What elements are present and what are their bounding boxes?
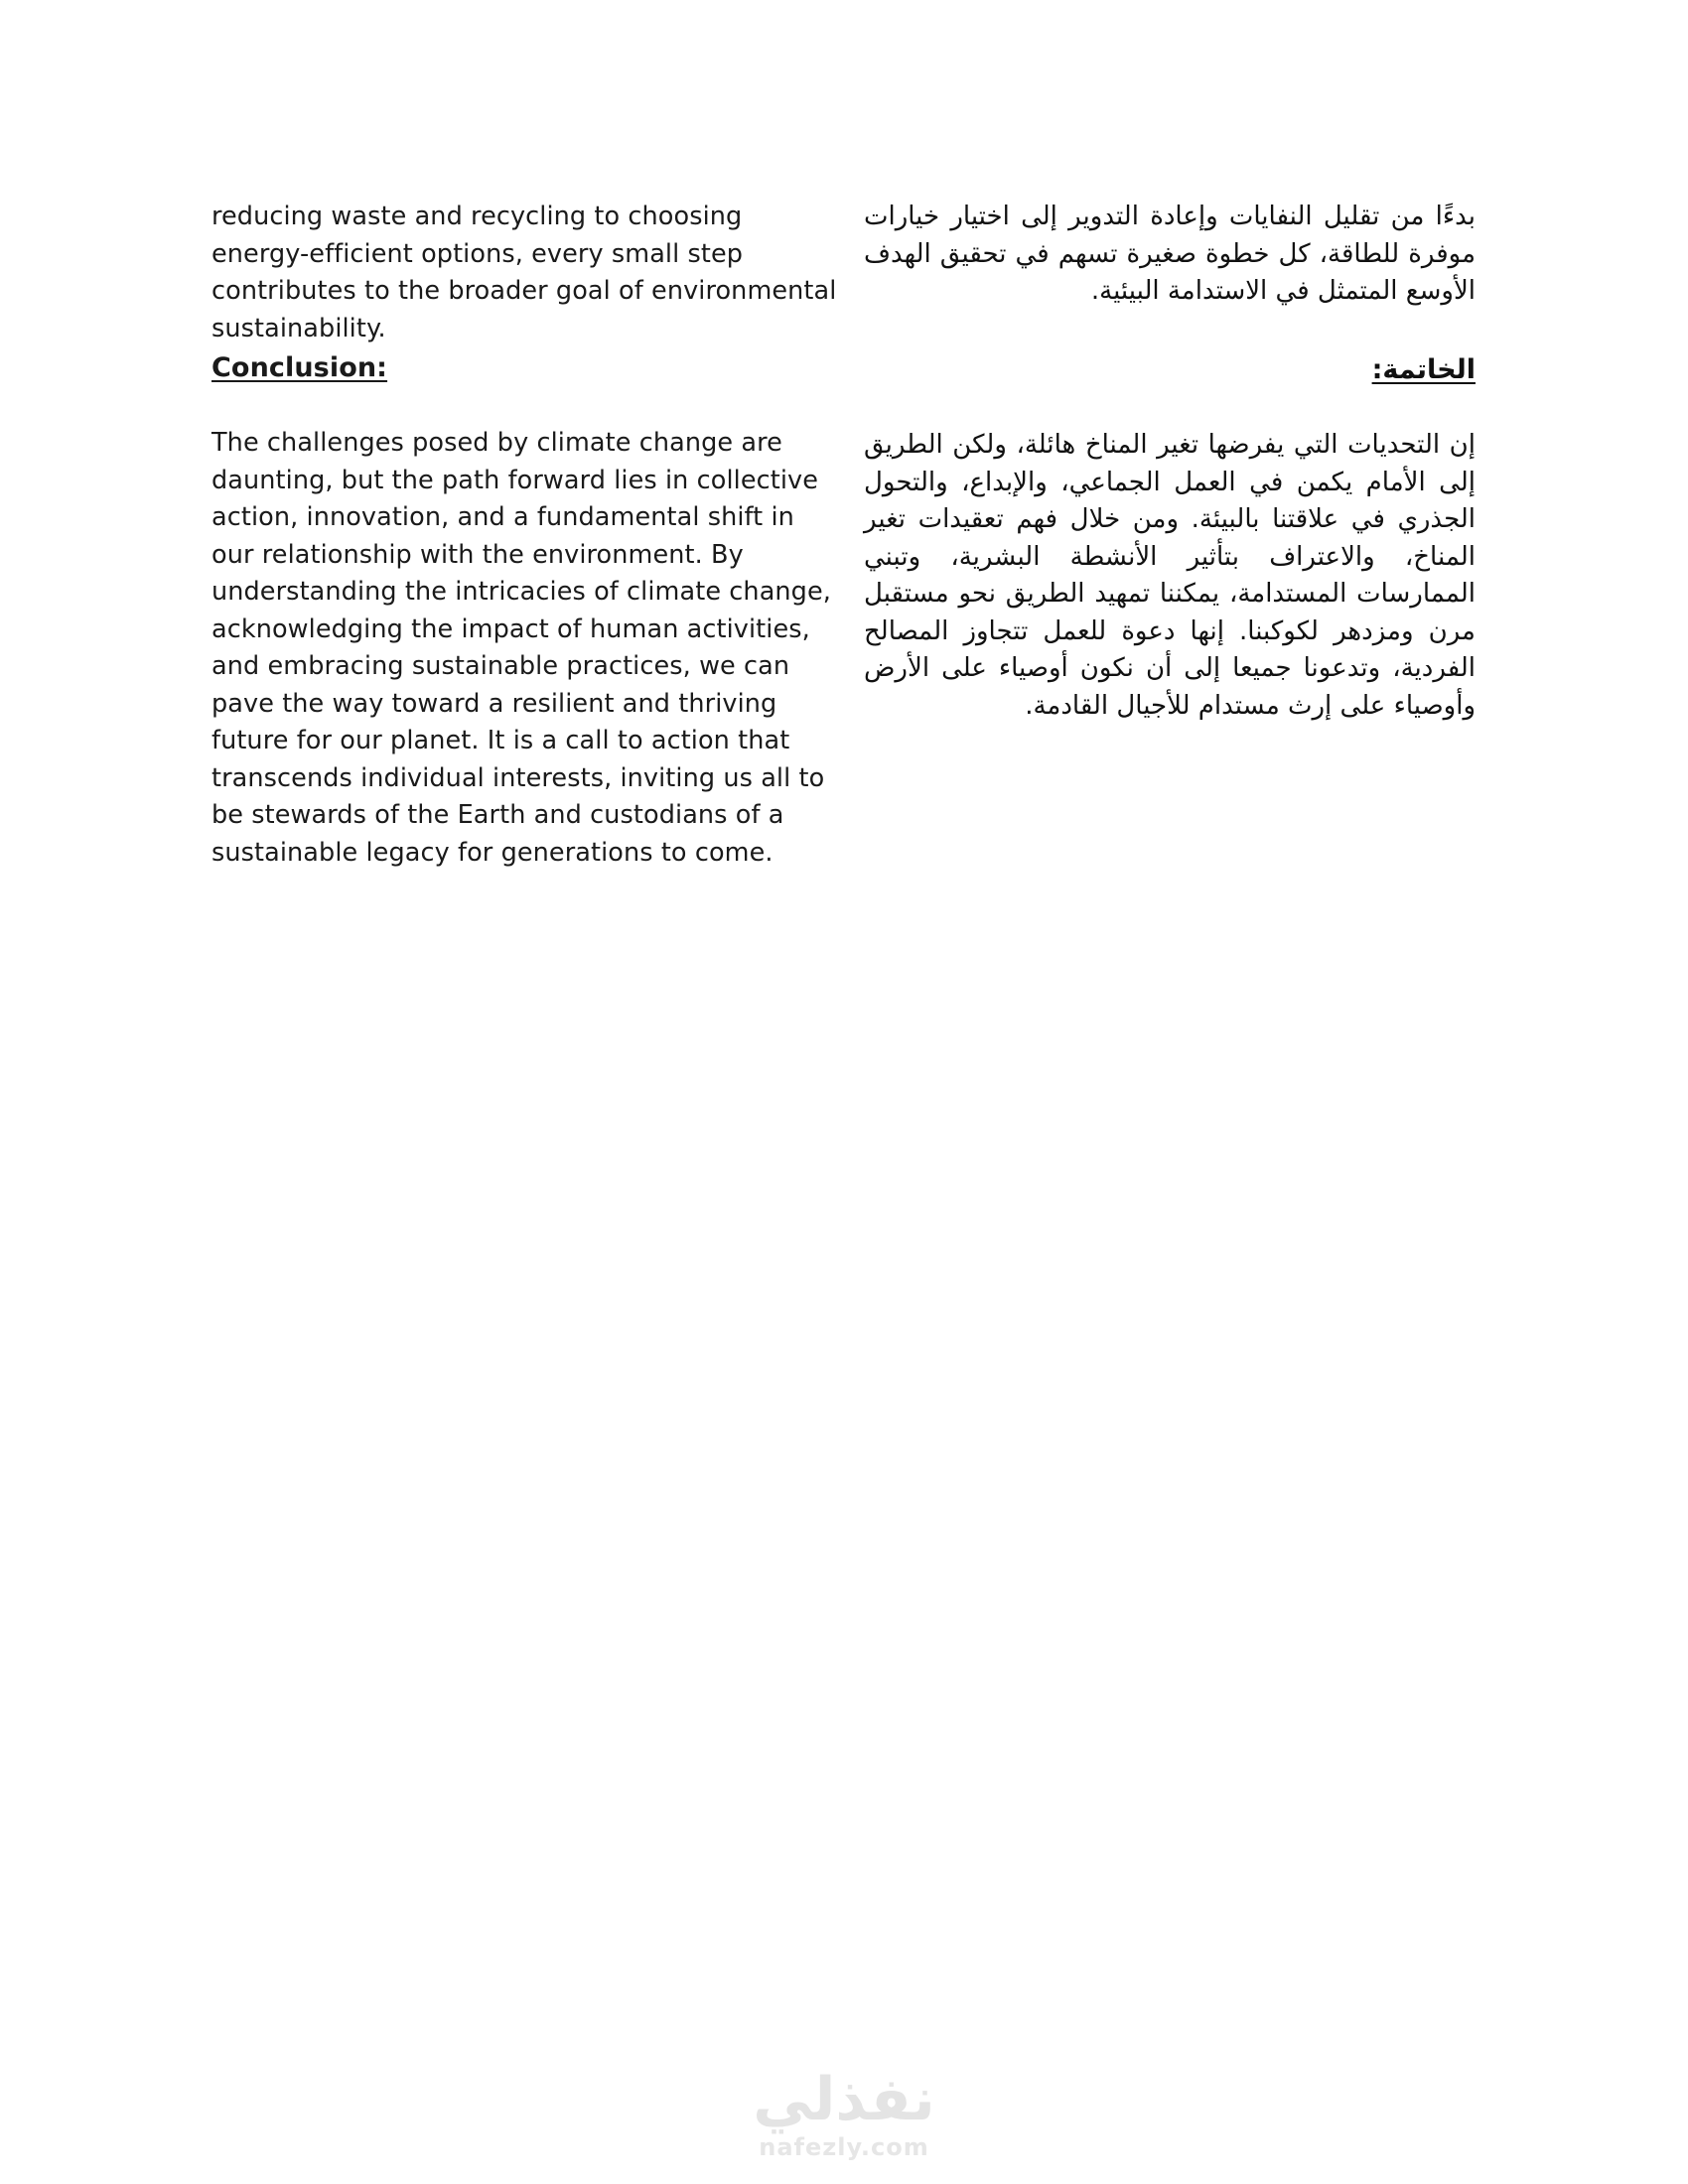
english-conclusion-paragraph: The challenges posed by climate change are daunting, but the path forward lies in collective action, innovation, and a fundamental shift in our relationship with the environment. By understanding the intricacies of climate change, acknowledging the impact of human activities, and embracing sustainable practices, we can pave the way toward a resilient and thriving future for our planet. It is a call to action that transcends individual interests, inviting us all to be stewards of the Earth and custodians of a sustainable legacy for generations to come. [211, 428, 831, 868]
arabic-intro-paragraph: بدءًا من تقليل النفايات وإعادة التدوير إلى اختيار خيارات موفرة للطاقة، كل خطوة صغيرة تسهم في تحقيق الهدف الأوسع المتمثل في الاستدامة البيئية. [864, 202, 1476, 306]
watermark-logo-text: نفذلي [753, 2065, 935, 2134]
watermark-url: nafezly.com [759, 2133, 929, 2161]
arabic-conclusion-paragraph: إن التحديات التي يفرضها تغير المناخ هائلة، ولكن الطريق إلى الأمام يكمن في العمل الجماعي، والإبداع، والتحول الجذري في علاقتنا بالبيئة. ومن خلال فهم تعقيدات تغير المناخ، والاعتراف بتأثير الأنشطة البشرية، وتبني الممارسات المستدامة، يمكننا تمهيد الطريق نحو مستقبل مرن ومزدهر لكوكبنا. إنها دعوة للعمل تتجاوز المصالح الفردية، وتدعونا جميعا إلى أن نكون أوصياء على الأرض وأوصياء على إرث مستدام للأجيال القادمة. [864, 430, 1476, 721]
english-intro-paragraph: reducing waste and recycling to choosing energy-efficient options, every small step contributes to the broader goal of environmental sustainability. [211, 202, 837, 343]
watermark-logo [695, 2065, 993, 2184]
arabic-conclusion-heading: الخاتمة: [1371, 354, 1476, 385]
english-conclusion-heading: Conclusion: [211, 352, 388, 383]
